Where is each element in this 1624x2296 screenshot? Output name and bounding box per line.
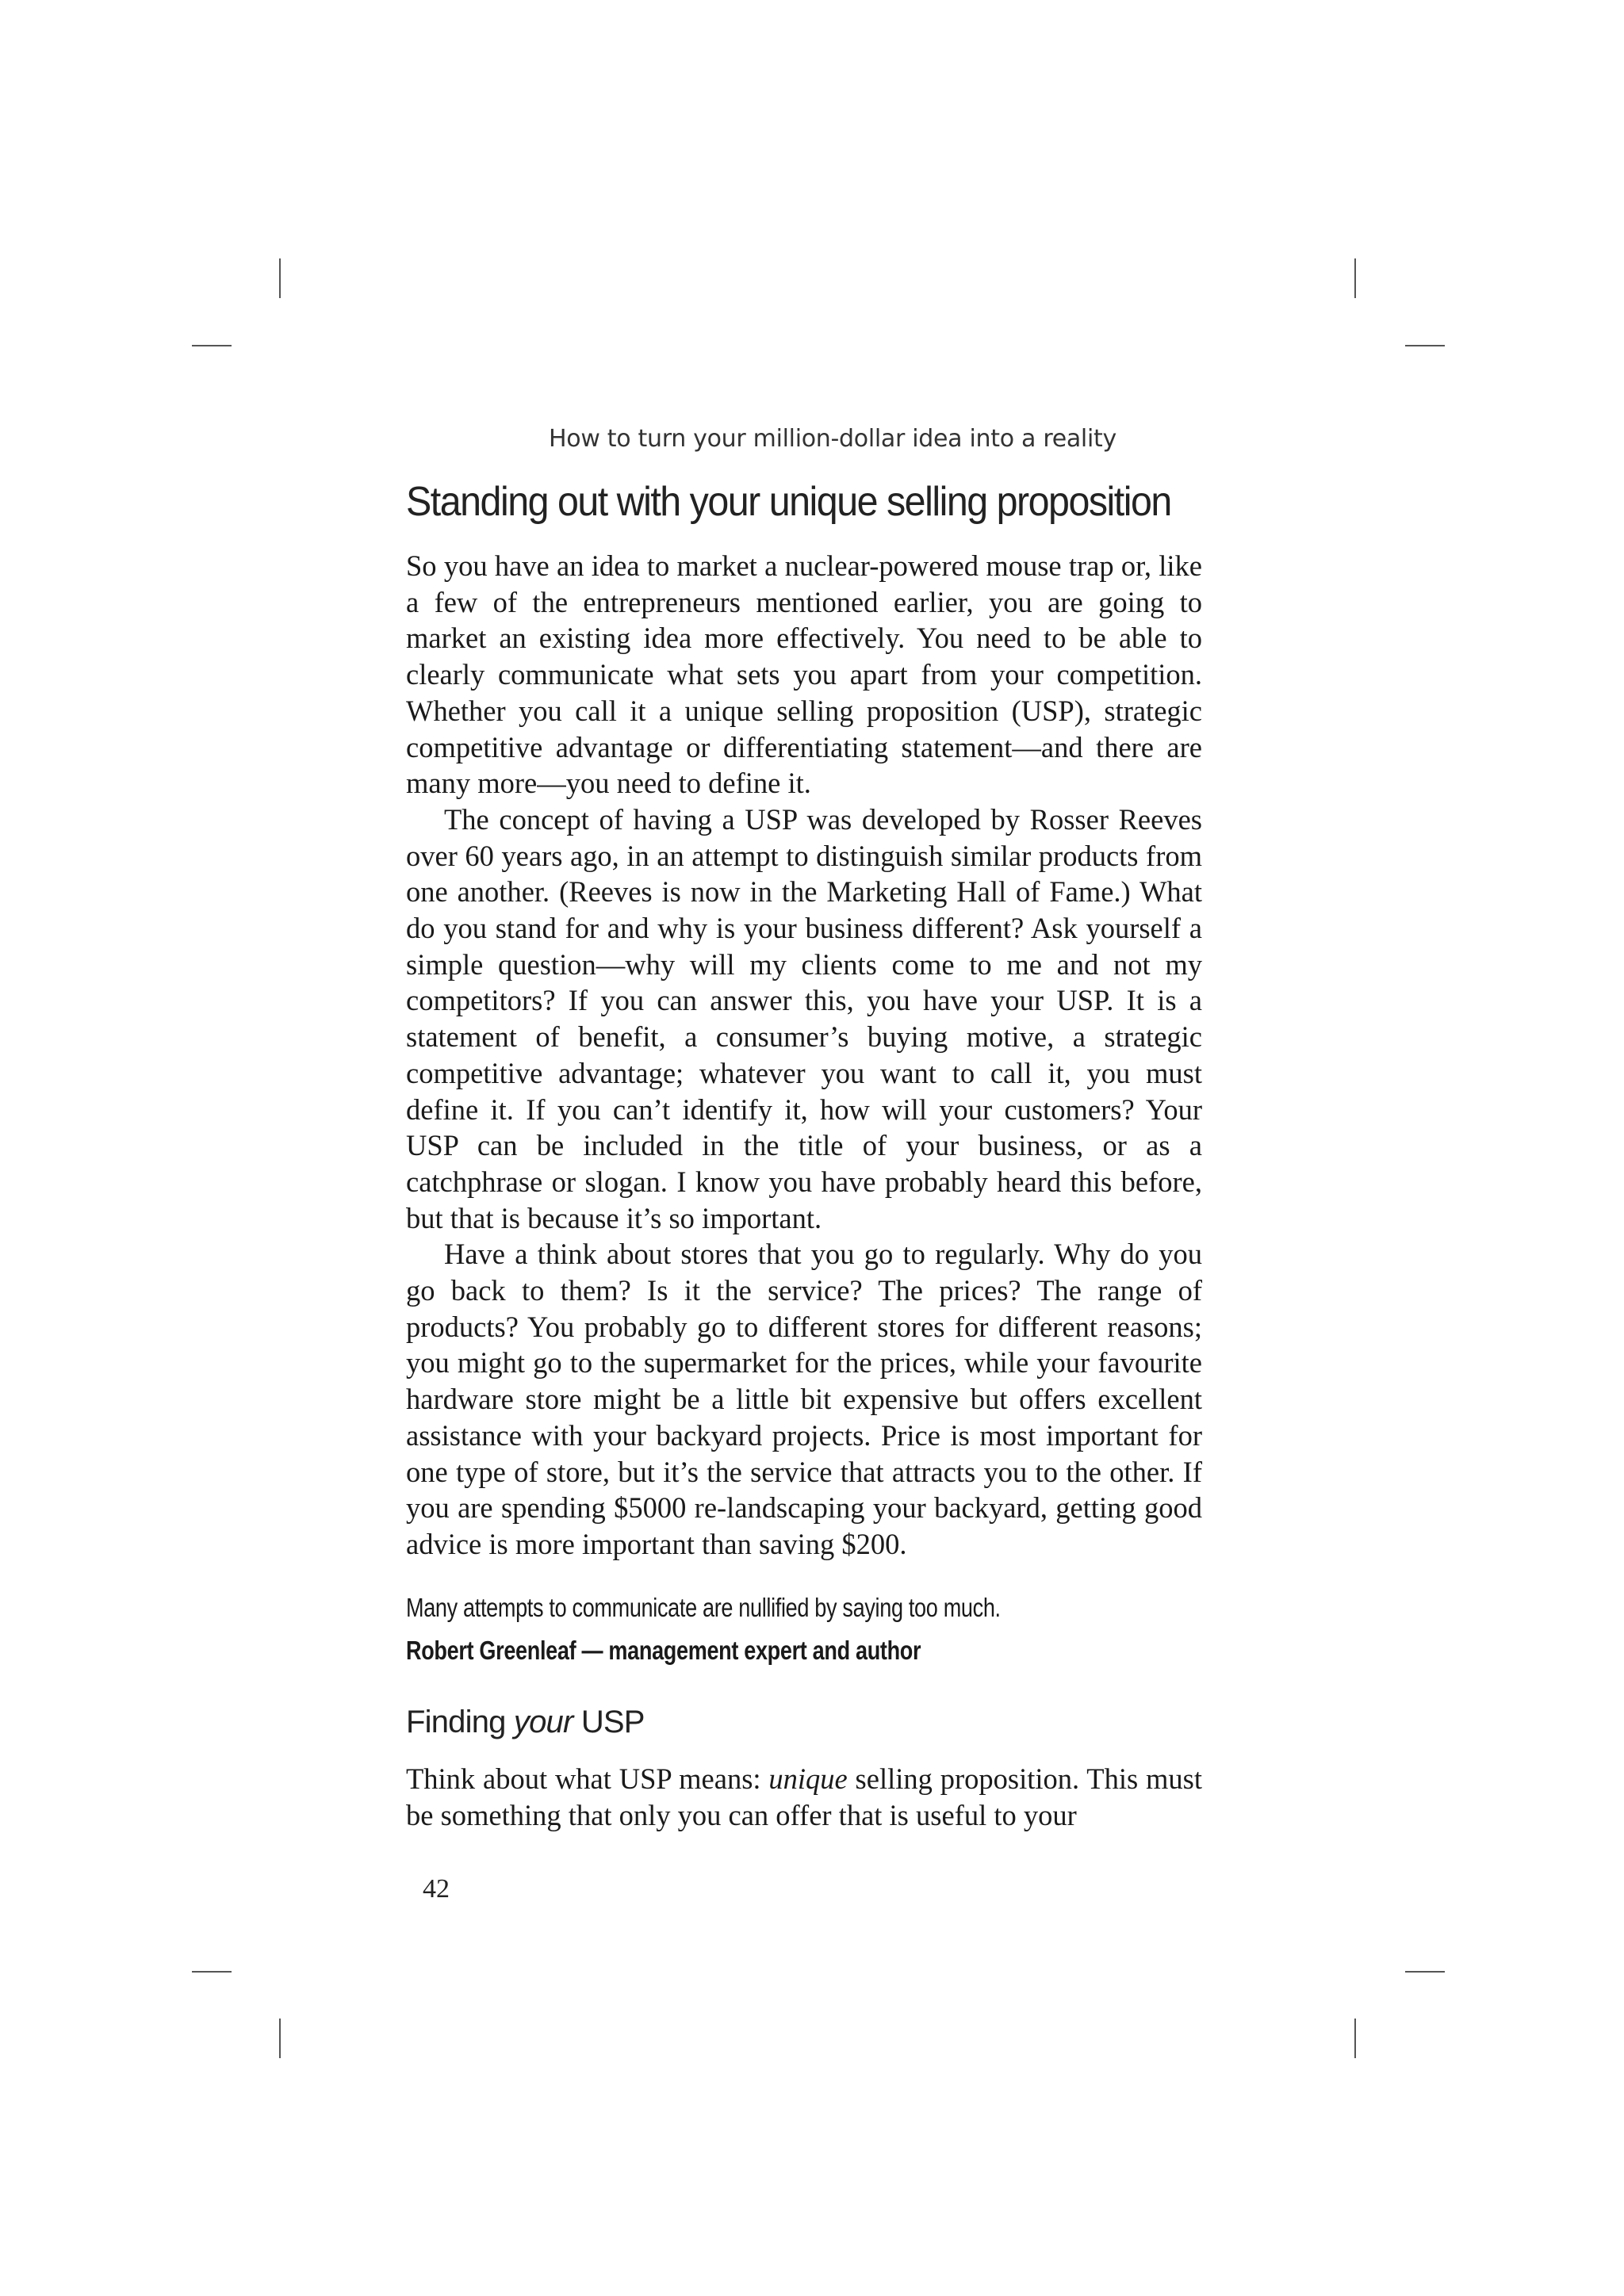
quote-text: Many attempts to communicate are nullified by saying too much. bbox=[406, 1593, 1001, 1622]
section-heading bbox=[406, 1705, 645, 1740]
crop-mark-bottom-right-vertical bbox=[1354, 2019, 1356, 2058]
quote-attribution: Robert Greenleaf — management expert and author bbox=[406, 1636, 921, 1665]
body-paragraph bbox=[406, 1761, 1202, 1833]
main-body bbox=[406, 548, 1202, 1563]
page-number: 42 bbox=[423, 1874, 450, 1904]
section-body bbox=[406, 1761, 1202, 1833]
crop-mark-top-right-vertical bbox=[1354, 258, 1356, 298]
crop-mark-bottom-left-horizontal bbox=[192, 1971, 232, 1973]
crop-mark-top-left-horizontal bbox=[192, 345, 232, 346]
pull-quote bbox=[406, 1586, 1278, 1672]
para-emphasis: unique bbox=[768, 1762, 848, 1795]
crop-mark-top-left-vertical bbox=[279, 258, 281, 298]
crop-mark-top-right-horizontal bbox=[1405, 345, 1445, 346]
running-head: How to turn your million-dollar idea into a reality bbox=[549, 425, 1116, 453]
section-heading-after: USP bbox=[573, 1705, 645, 1739]
crop-mark-bottom-right-horizontal bbox=[1405, 1971, 1445, 1973]
page-title: Standing out with your unique selling proposition bbox=[406, 479, 1171, 525]
section-heading-emphasis: your bbox=[513, 1705, 573, 1739]
body-paragraph: The concept of having a USP was developed by Rosser Reeves over 60 years ago, in an attempt to distinguish similar products from one another. (Reeves is now in the Marketing Hall of Fame.) What do you stand for and why is your business different? Ask yourself a simple question—why will my clients come to me and not my competitors? If you can answer this, you have your USP. It is a statement of benefit, a consumer’s buying motive, a strategic competitive advantage; whatever you want to call it, you must define it. If you can’t identify it, how will your customers? Your USP can be included in the title of your business, or as a catchphrase or slogan. I know you have probably heard this before, but that is because it’s so important. bbox=[406, 802, 1202, 1234]
section-heading-before: Finding bbox=[406, 1705, 514, 1739]
body-paragraph: So you have an idea to market a nuclear-powered mouse trap or, like a few of the entrepreneurs mentioned earlier, you are going to market an existing idea more effectively. You need to be able to clearly communicate what sets you apart from your competition. Whether you call it a unique selling proposition (USP), strategic competitive advantage or differentiating statement—and there are many more—you need to define it. bbox=[406, 549, 1202, 800]
body-paragraph: Have a think about stores that you go to regularly. Why do you go back to them? Is it the service? The prices? The range of products? You probably go to different stores for different reasons; you might go to the supermarket for the prices, while your favourite hardware store might be a little bit expensive but offers excellent assistance with your backyard projects. Price is most important for one type of store, but it’s the service that attracts you to the other. If you are spending $5000 re-landscaping your backyard, getting good advice is more important than saving $200. bbox=[406, 1238, 1202, 1560]
para-before: Think about what USP means: bbox=[406, 1762, 769, 1795]
para-after: selling proposition. This must be something that only you can offer that is useful to your bbox=[406, 1762, 1202, 1831]
crop-mark-bottom-left-vertical bbox=[279, 2019, 281, 2058]
